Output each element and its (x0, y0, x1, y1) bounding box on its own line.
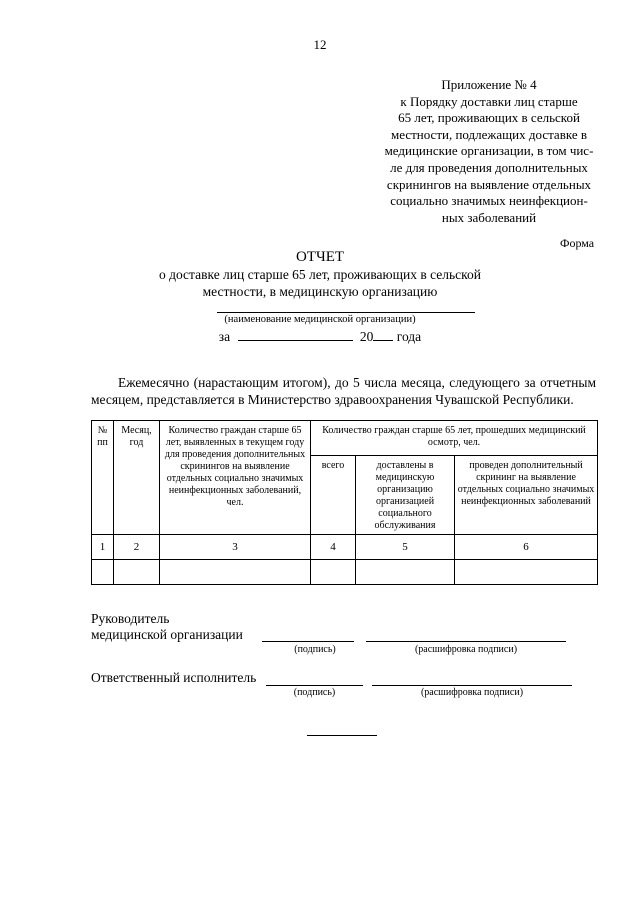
org-name-line[interactable] (217, 312, 475, 313)
responsible-decoding-caption: (расшифровка подписи) (420, 687, 524, 698)
table-cell[interactable] (92, 560, 114, 585)
period-prefix: за (218, 329, 231, 344)
header-no: № пп (92, 421, 114, 535)
header-screening: проведен дополнительный скрининг на выявление отдельных социально значимых неинфекционных заболеваний (455, 456, 598, 535)
responsible-title: Ответственный исполнитель (91, 670, 257, 685)
column-number: 2 (114, 535, 160, 560)
column-number: 5 (356, 535, 455, 560)
column-number: 4 (311, 535, 356, 560)
report-period (0, 328, 640, 345)
head-signature-line[interactable] (262, 641, 354, 642)
table-cell[interactable] (455, 560, 598, 585)
report-subtitle (0, 266, 640, 300)
appendix-line: ле для проведения дополнительных (390, 159, 588, 175)
column-number: 1 (92, 535, 114, 560)
appendix-line: 65 лет, проживающих в сельской (398, 110, 580, 126)
responsible-signature-caption: (подпись) (293, 687, 336, 698)
header-examined: Количество граждан старше 65 лет, прошедших медицинский осмотр, чел. (311, 421, 598, 456)
table-cell[interactable] (311, 560, 356, 585)
header-delivered: доставлены в медицинскую организацию организацией социального обслуживания (356, 456, 455, 535)
header-month: Месяц, год (114, 421, 160, 535)
head-decoding-caption: (расшифровка подписи) (414, 644, 518, 655)
report-subtitle-line: местности, в медицинскую организацию (202, 284, 438, 299)
table-cell[interactable] (114, 560, 160, 585)
appendix-line: ных заболеваний (441, 209, 537, 225)
appendix-line: социально значимых неинфекцион- (390, 193, 588, 209)
head-title-line2: медицинской организации (91, 627, 243, 642)
column-number: 3 (160, 535, 311, 560)
report-table (91, 420, 598, 585)
period-year-field[interactable] (373, 328, 393, 341)
responsible-signature-line[interactable] (266, 685, 363, 686)
period-suffix: года (396, 329, 422, 344)
org-name-caption: (наименование медицинской организации) (224, 314, 416, 325)
appendix-line: местности, подлежащих доставке в (391, 126, 587, 142)
head-signature-caption: (подпись) (294, 644, 336, 655)
report-title: ОТЧЕТ (295, 249, 345, 265)
head-decoding-line[interactable] (366, 641, 566, 642)
report-subtitle-line: о доставке лиц старше 65 лет, проживающих в сельской (158, 267, 482, 282)
responsible-decoding-line[interactable] (372, 685, 572, 686)
header-identified: Количество граждан старше 65 лет, выявленных в текущем году для проведения дополнительных скринингов на выявление отдельных социально значимых неинфекционных заболеваний, чел. (160, 421, 311, 535)
table-cell[interactable] (160, 560, 311, 585)
head-title-line1: Руководитель (91, 611, 170, 626)
appendix-line: Приложение № 4 (441, 77, 537, 92)
appendix-header (378, 77, 600, 226)
appendix-line: к Порядку доставки лиц старше (400, 93, 578, 109)
end-separator (307, 735, 377, 736)
table-cell[interactable] (356, 560, 455, 585)
page-number: 12 (313, 37, 327, 52)
period-month-field[interactable] (238, 328, 353, 341)
form-label: Форма (560, 236, 595, 250)
period-year: 20 (359, 329, 374, 344)
appendix-line: медицинские организации, в том чис- (384, 143, 594, 159)
header-total: всего (311, 456, 356, 535)
column-number: 6 (455, 535, 598, 560)
appendix-line: скринингов на выявление отдельных (386, 176, 592, 192)
instruction-paragraph: Ежемесячно (нарастающим итогом), до 5 числа месяца, следующего за отчетным месяцем, представляется в Министерство здравоохранения Чувашской Республики. (91, 375, 596, 407)
